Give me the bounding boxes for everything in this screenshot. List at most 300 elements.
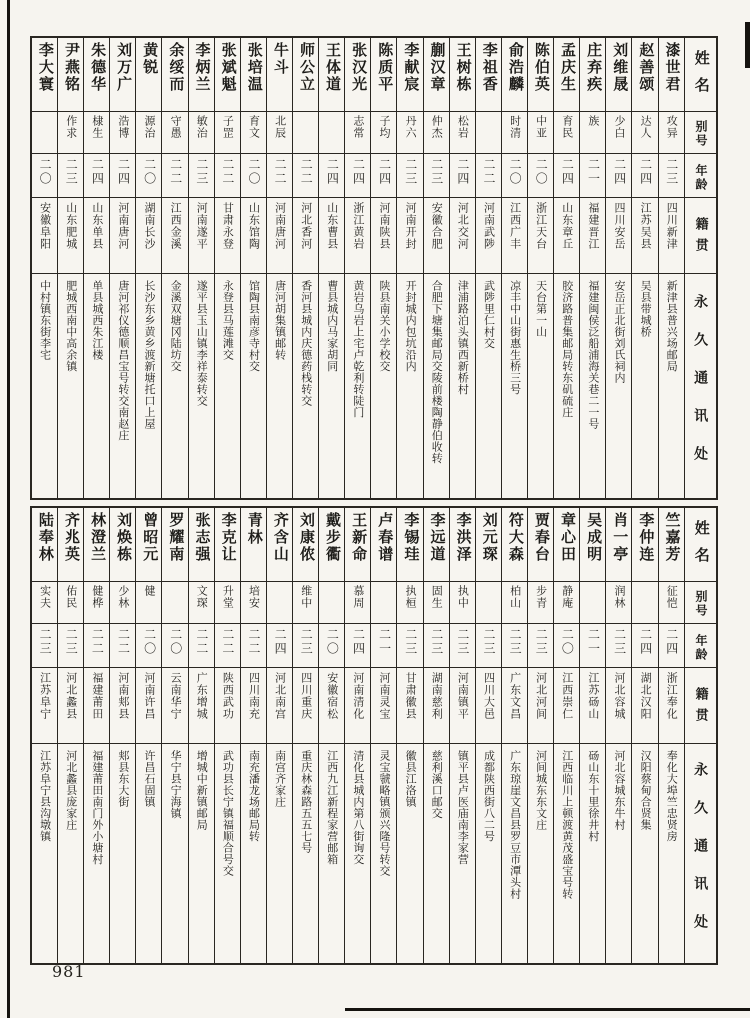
age-cell — [293, 154, 318, 198]
name-cell — [241, 38, 266, 112]
address-cell — [450, 744, 475, 963]
person-address: 永登县马莲滩交 — [221, 280, 234, 361]
entry-column — [423, 38, 449, 498]
person-native-place: 安徽合肥 — [430, 202, 443, 250]
age-cell — [450, 154, 475, 198]
address-cell — [424, 744, 449, 963]
native-place-cell — [136, 668, 161, 744]
person-name: 李仲连 — [637, 512, 655, 563]
native-place-cell — [659, 198, 684, 274]
alias-cell — [189, 582, 214, 624]
name-cell — [162, 508, 187, 582]
person-address: 河北蠡县庞家庄 — [64, 750, 77, 831]
address-cell — [606, 274, 631, 498]
person-age: 二二 — [168, 158, 183, 186]
person-alias: 棣生 — [90, 115, 103, 139]
person-age: 二二 — [90, 628, 105, 656]
person-name: 漆世君 — [663, 42, 681, 93]
header-age-label: 年龄 — [694, 633, 709, 662]
person-native-place: 湖北汉阳 — [639, 672, 652, 720]
person-age: 二三 — [664, 158, 679, 186]
name-cell — [58, 508, 83, 582]
alias-cell — [476, 582, 501, 624]
entry-column — [658, 38, 684, 498]
native-place-cell — [476, 198, 501, 274]
person-alias: 慕周 — [351, 585, 364, 609]
age-cell — [476, 624, 501, 668]
person-native-place: 甘肃永登 — [221, 202, 234, 250]
alias-cell — [319, 582, 344, 624]
entry-column — [214, 508, 240, 963]
person-alias: 守愚 — [169, 115, 182, 139]
person-age: 二二 — [482, 158, 497, 186]
person-name: 卢春谱 — [376, 512, 394, 563]
person-alias: 浩博 — [116, 115, 129, 139]
person-alias: 中亚 — [534, 115, 547, 139]
address-cell — [267, 274, 292, 498]
person-native-place: 四川新津 — [665, 202, 678, 250]
address-cell — [528, 274, 553, 498]
person-age: 二〇 — [38, 158, 53, 186]
address-cell — [293, 274, 318, 498]
age-cell — [110, 154, 135, 198]
alias-cell — [397, 112, 422, 154]
person-age: 二〇 — [534, 158, 549, 186]
person-age: 二三 — [429, 158, 444, 186]
person-native-place: 河北交河 — [456, 202, 469, 250]
person-name: 黄锐 — [141, 42, 159, 76]
person-native-place: 江西崇仁 — [560, 672, 573, 720]
person-native-place: 河北南宫 — [273, 672, 286, 720]
person-address: 慈利溪口邮交 — [430, 750, 443, 819]
name-cell — [371, 38, 396, 112]
person-address: 广东琼崖文昌县罗豆市潭头村 — [508, 750, 521, 900]
entry-column — [83, 38, 109, 498]
entry-column — [579, 38, 605, 498]
person-native-place: 河南唐河 — [116, 202, 129, 250]
age-cell — [345, 624, 370, 668]
person-name: 林澄兰 — [89, 512, 107, 563]
person-native-place: 山东章丘 — [560, 202, 573, 250]
entry-column — [344, 38, 370, 498]
header-column — [684, 508, 716, 963]
person-address: 金溪双塘冈陆坊交 — [169, 280, 182, 372]
header-alias-cell — [685, 582, 716, 624]
alias-cell — [632, 112, 657, 154]
person-address: 武功县长宁镇福顺合号交 — [221, 750, 234, 877]
person-age: 二二 — [116, 628, 131, 656]
person-native-place: 四川大邑 — [482, 672, 495, 720]
name-cell — [58, 38, 83, 112]
person-alias: 北辰 — [273, 115, 286, 139]
header-alias-label: 别号 — [694, 120, 709, 148]
person-name: 余绥而 — [167, 42, 185, 93]
entry-column — [475, 508, 501, 963]
alias-cell — [215, 582, 240, 624]
alias-cell — [293, 582, 318, 624]
native-place-cell — [189, 198, 214, 274]
person-name: 王体道 — [324, 42, 342, 93]
person-native-place: 河北蠡县 — [64, 672, 77, 720]
entry-column — [240, 508, 266, 963]
scan-edge-bottom — [345, 1008, 750, 1011]
person-native-place: 江苏阜宁 — [38, 672, 51, 720]
person-age: 二一 — [377, 628, 392, 656]
person-native-place: 江苏砀山 — [586, 672, 599, 720]
alias-cell — [58, 582, 83, 624]
age-cell — [476, 154, 501, 198]
address-cell — [136, 274, 161, 498]
person-alias: 实夫 — [38, 585, 51, 609]
entry-column — [475, 38, 501, 498]
name-cell — [162, 38, 187, 112]
native-place-cell — [110, 668, 135, 744]
person-alias: 征恺 — [665, 585, 678, 609]
native-place-cell — [345, 198, 370, 274]
native-place-cell — [319, 198, 344, 274]
address-cell — [215, 274, 240, 498]
header-age-cell — [685, 624, 716, 668]
address-cell — [580, 744, 605, 963]
scan-edge-left — [7, 0, 10, 1018]
entry-column — [370, 38, 396, 498]
person-age: 二三 — [64, 628, 79, 656]
person-name: 罗耀南 — [167, 512, 185, 563]
person-age: 二二 — [273, 158, 288, 186]
person-name: 朱德华 — [89, 42, 107, 93]
alias-cell — [267, 112, 292, 154]
person-alias: 维中 — [299, 585, 312, 609]
alias-cell — [110, 582, 135, 624]
entry-column — [553, 38, 579, 498]
age-cell — [215, 154, 240, 198]
native-place-cell — [345, 668, 370, 744]
person-name: 李祖香 — [480, 42, 498, 93]
person-alias: 仲杰 — [430, 115, 443, 139]
address-cell — [58, 744, 83, 963]
person-address: 武陟里仁村交 — [482, 280, 495, 349]
directory-table-bottom — [30, 506, 718, 965]
native-place-cell — [528, 198, 553, 274]
age-cell — [189, 624, 214, 668]
person-address: 河北容城东牛村 — [613, 750, 625, 831]
entry-column — [240, 38, 266, 498]
person-address: 郏县东大街 — [116, 750, 129, 808]
age-cell — [267, 154, 292, 198]
person-alias: 松岩 — [456, 115, 469, 139]
person-address: 遂平县玉山镇李祥泰转交 — [195, 280, 208, 407]
person-address: 胶济路普集邮局转东矶硫庄 — [560, 280, 573, 418]
entry-column — [188, 38, 214, 498]
person-name: 肖一亭 — [611, 512, 629, 563]
person-native-place: 湖南长沙 — [143, 202, 156, 250]
native-place-cell — [267, 198, 292, 274]
address-cell — [319, 744, 344, 963]
name-cell — [110, 38, 135, 112]
address-cell — [345, 274, 370, 498]
person-name: 齐含山 — [271, 512, 289, 563]
header-alias-label: 别号 — [694, 590, 709, 618]
name-cell — [554, 508, 579, 582]
entry-column — [83, 508, 109, 963]
native-place-cell — [397, 198, 422, 274]
name-cell — [293, 508, 318, 582]
entry-column — [109, 508, 135, 963]
alias-cell — [476, 112, 501, 154]
address-cell — [528, 744, 553, 963]
person-native-place: 河南武陟 — [482, 202, 495, 250]
entry-column — [396, 38, 422, 498]
person-address: 长沙东乡黄乡渡新塘托口上屋 — [143, 280, 156, 430]
native-place-cell — [371, 198, 396, 274]
alias-cell — [84, 582, 109, 624]
native-place-cell — [528, 668, 553, 744]
person-name: 刘元琛 — [480, 512, 498, 563]
native-place-cell — [554, 198, 579, 274]
native-place-cell — [580, 198, 605, 274]
address-cell — [32, 744, 57, 963]
person-age: 二〇 — [142, 158, 157, 186]
person-age: 二一 — [586, 628, 601, 656]
native-place-cell — [32, 668, 57, 744]
person-native-place: 四川南充 — [247, 672, 260, 720]
person-name: 孟庆生 — [559, 42, 577, 93]
alias-cell — [528, 112, 553, 154]
name-cell — [528, 38, 553, 112]
native-place-cell — [136, 198, 161, 274]
alias-cell — [189, 112, 214, 154]
person-alias: 少林 — [116, 585, 129, 609]
native-place-cell — [606, 198, 631, 274]
name-cell — [502, 38, 527, 112]
alias-cell — [424, 582, 449, 624]
person-name: 师公立 — [297, 42, 315, 93]
alias-cell — [424, 112, 449, 154]
person-age: 二一 — [586, 158, 601, 186]
person-native-place: 河北河间 — [534, 672, 547, 720]
address-cell — [476, 274, 501, 498]
person-age: 二三 — [403, 628, 418, 656]
age-cell — [345, 154, 370, 198]
person-address: 华宁县宁海镇 — [169, 750, 182, 819]
alias-cell — [450, 112, 475, 154]
person-name: 刘康侬 — [297, 512, 315, 563]
alias-cell — [345, 582, 370, 624]
person-name: 戴步衢 — [324, 512, 342, 563]
person-address: 许昌石固镇 — [143, 750, 156, 808]
name-cell — [397, 508, 422, 582]
person-alias: 步青 — [534, 585, 547, 609]
header-native-label: 籍贯 — [693, 686, 709, 729]
name-cell — [580, 508, 605, 582]
native-place-cell — [84, 198, 109, 274]
person-native-place: 云南华宁 — [169, 672, 182, 720]
person-native-place: 湖南慈利 — [430, 672, 443, 720]
person-name: 齐兆英 — [62, 512, 80, 563]
person-name: 陈质平 — [376, 42, 394, 93]
person-native-place: 河北香河 — [299, 202, 312, 250]
person-name: 刘焕栋 — [115, 512, 133, 563]
person-age: 二二 — [220, 628, 235, 656]
name-cell — [632, 38, 657, 112]
person-native-place: 山东肥城 — [64, 202, 77, 250]
name-cell — [110, 508, 135, 582]
person-name: 竺嘉芳 — [663, 512, 681, 563]
person-address: 汉阳蔡甸合贤集 — [639, 750, 652, 831]
alias-cell — [84, 112, 109, 154]
address-cell — [110, 744, 135, 963]
age-cell — [397, 624, 422, 668]
person-alias: 作求 — [64, 115, 77, 139]
name-cell — [293, 38, 318, 112]
scan-edge-corner — [745, 22, 750, 68]
name-cell — [345, 508, 370, 582]
alias-cell — [32, 582, 57, 624]
person-name: 张培温 — [245, 42, 263, 93]
person-alias: 佑民 — [64, 585, 77, 609]
alias-cell — [606, 582, 631, 624]
native-place-cell — [450, 198, 475, 274]
age-cell — [528, 624, 553, 668]
alias-cell — [241, 112, 266, 154]
person-alias: 育民 — [560, 115, 573, 139]
native-place-cell — [632, 668, 657, 744]
person-native-place: 河南陕县 — [378, 202, 391, 250]
person-alias: 健 — [143, 585, 156, 597]
person-name: 王树栋 — [454, 42, 472, 93]
address-cell — [189, 744, 214, 963]
person-name: 庄弃疾 — [585, 42, 603, 93]
alias-cell — [606, 112, 631, 154]
name-cell — [606, 38, 631, 112]
native-place-cell — [632, 198, 657, 274]
age-cell — [136, 624, 161, 668]
native-place-cell — [58, 198, 83, 274]
entry-column — [318, 38, 344, 498]
header-name-cell — [685, 508, 716, 582]
entry-column — [318, 508, 344, 963]
entry-column — [605, 38, 631, 498]
person-native-place: 福建晋江 — [586, 202, 599, 250]
address-cell — [215, 744, 240, 963]
name-cell — [136, 508, 161, 582]
person-age: 二三 — [64, 158, 79, 186]
name-cell — [450, 38, 475, 112]
native-place-cell — [293, 198, 318, 274]
person-address: 凉丰中山街惠生桥三号 — [508, 280, 521, 395]
header-native-cell — [685, 668, 716, 744]
alias-cell — [345, 112, 370, 154]
person-name: 张斌魁 — [219, 42, 237, 93]
age-cell — [293, 624, 318, 668]
age-cell — [319, 624, 344, 668]
person-age: 二四 — [638, 158, 653, 186]
alias-cell — [371, 582, 396, 624]
person-address: 砀山东十里徐井村 — [586, 750, 599, 842]
person-age: 二二 — [299, 158, 314, 186]
alias-cell — [215, 112, 240, 154]
person-age: 二三 — [403, 158, 418, 186]
age-cell — [659, 154, 684, 198]
age-cell — [554, 624, 579, 668]
person-name: 尹燕铭 — [62, 42, 80, 93]
person-address: 徽县江洛镇 — [404, 750, 417, 808]
age-cell — [267, 624, 292, 668]
name-cell — [606, 508, 631, 582]
person-age: 二四 — [273, 628, 288, 656]
person-native-place: 河北容城 — [613, 672, 625, 720]
person-native-place: 福建莆田 — [90, 672, 103, 720]
entry-column — [449, 38, 475, 498]
entry-column — [109, 38, 135, 498]
person-name: 张汉光 — [350, 42, 368, 93]
person-native-place: 陕西武功 — [221, 672, 234, 720]
person-alias: 柏山 — [508, 585, 521, 609]
person-name: 李大寰 — [36, 42, 54, 93]
address-cell — [162, 274, 187, 498]
name-cell — [371, 508, 396, 582]
entry-column — [501, 508, 527, 963]
address-cell — [58, 274, 83, 498]
name-cell — [319, 508, 344, 582]
age-cell — [580, 154, 605, 198]
alias-cell — [397, 582, 422, 624]
person-native-place: 河南开封 — [404, 202, 417, 250]
entry-column — [266, 508, 292, 963]
person-alias: 文琛 — [195, 585, 208, 609]
person-age: 二四 — [638, 628, 653, 656]
age-cell — [450, 624, 475, 668]
person-age: 二〇 — [508, 158, 523, 186]
name-cell — [32, 38, 57, 112]
person-native-place: 浙江黄岩 — [351, 202, 364, 250]
header-age-cell — [685, 154, 716, 198]
entry-column — [527, 508, 553, 963]
person-native-place: 浙江奉化 — [665, 672, 678, 720]
person-alias: 育文 — [247, 115, 260, 139]
address-cell — [659, 274, 684, 498]
header-native-label: 籍贯 — [693, 216, 709, 259]
alias-cell — [502, 582, 527, 624]
name-cell — [502, 508, 527, 582]
person-native-place: 河南镇平 — [456, 672, 469, 720]
name-cell — [267, 38, 292, 112]
person-native-place: 河南清化 — [351, 672, 364, 720]
native-place-cell — [215, 198, 240, 274]
native-place-cell — [580, 668, 605, 744]
address-cell — [580, 274, 605, 498]
alias-cell — [319, 112, 344, 154]
person-address: 唐河祁仪德顺昌宝号转交南赵庄 — [116, 280, 129, 441]
age-cell — [502, 154, 527, 198]
address-cell — [136, 744, 161, 963]
person-address: 增城中新镇邮局 — [195, 750, 208, 831]
person-alias: 敏治 — [195, 115, 208, 139]
age-cell — [215, 624, 240, 668]
address-cell — [476, 744, 501, 963]
age-cell — [606, 624, 631, 668]
header-address-cell — [685, 744, 716, 963]
entry-column — [292, 38, 318, 498]
native-place-cell — [32, 198, 57, 274]
entry-column — [658, 508, 684, 963]
alias-cell — [554, 112, 579, 154]
person-address: 南宫齐家庄 — [273, 750, 286, 808]
person-age: 二四 — [612, 158, 627, 186]
alias-cell — [241, 582, 266, 624]
alias-cell — [162, 582, 187, 624]
age-cell — [32, 624, 57, 668]
